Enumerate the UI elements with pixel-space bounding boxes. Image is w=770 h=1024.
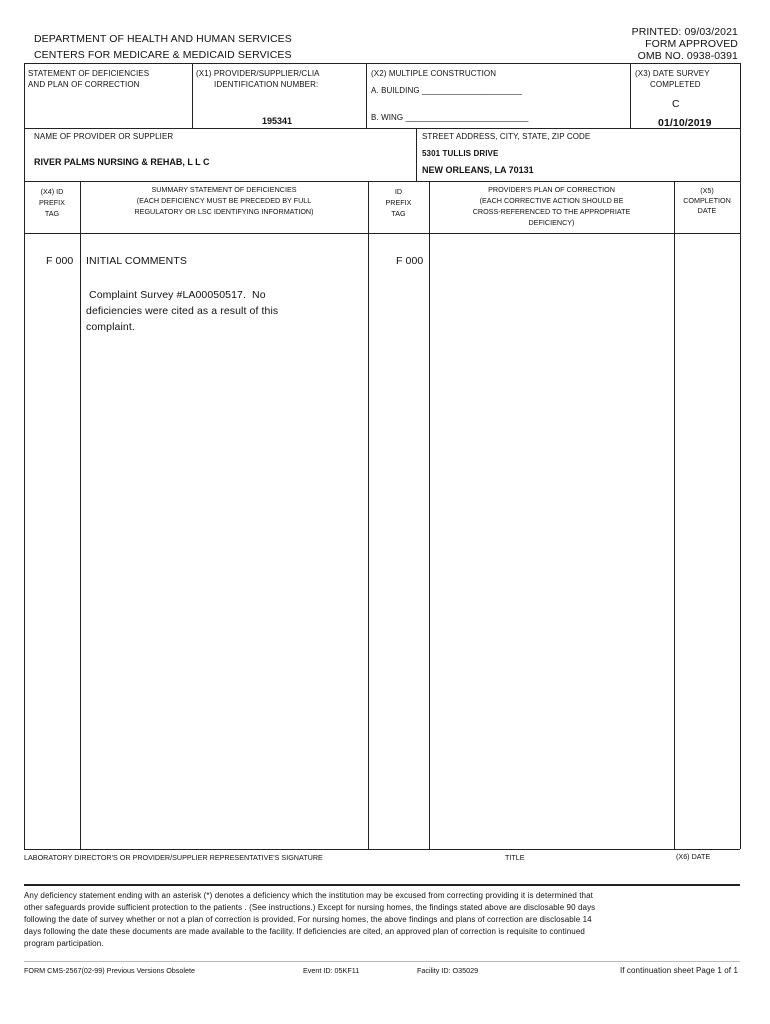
x1-label-1: (X1) PROVIDER/SUPPLIER/CLIA [196,69,320,78]
plan-header-3: CROSS-REFERENCED TO THE APPROPRIATE [472,207,631,216]
disclaimer-line-2: other safeguards provide sufficient protection to the patients . (See instructions.) Except for nursing homes, the findings stated above are disclosable 90 days [24,903,596,912]
rule-provider [24,128,740,129]
disclaimer-line-4: days following the date these documents are made available to the facility. If deficiencies are cited, an approved plan of correction is requisite to continued [24,927,585,936]
summary-header-2: (EACH DEFICIENCY MUST BE PRECEDED BY FULL [136,196,312,205]
printed-date: PRINTED: 09/03/2021 [631,26,738,38]
x5-header-2: COMPLETION [683,196,731,205]
provider-name-label: NAME OF PROVIDER OR SUPPLIER [34,132,174,141]
x3-label-1: (X3) DATE SURVEY [635,69,710,78]
x5-header-1: (X5) [700,186,714,195]
divider-x2 [366,63,367,128]
deficiency-tag: F 000 [46,255,74,267]
rule-body [24,233,740,234]
plan-header-1: PROVIDER'S PLAN OF CORRECTION [488,185,615,194]
x5-header-3: DATE [697,206,717,215]
signature-label: LABORATORY DIRECTOR'S OR PROVIDER/SUPPLIER REPRESENTATIVE'S SIGNATURE [24,853,323,862]
statement-label-1: STATEMENT OF DEFICIENCIES [28,69,150,78]
divider-x3 [630,63,631,128]
facility-id: Facility ID: O35029 [417,966,479,975]
event-id: Event ID: 05KF11 [303,966,360,975]
plan-id-tag: F 000 [396,255,424,267]
rule-footer [24,961,740,962]
wing-line: B. WING ___________________________ [371,113,529,122]
divider-col1 [80,181,81,849]
disclaimer-line-5: program participation. [24,939,104,948]
divider-col2 [368,181,369,849]
x4-header-2: PREFIX [39,198,65,207]
id-header-3: TAG [391,209,406,218]
form-approved: FORM APPROVED [645,38,738,50]
city-state-zip: NEW ORLEANS, LA 70131 [422,165,534,175]
deficiency-body-line-2: deficiencies were cited as a result of this [86,305,279,317]
disclaimer-line-3: following the date of survey whether or not a plan of correction is provided. For nursing homes, the above findings and plans of correction are disclosable 14 [24,915,592,924]
x4-header-3: TAG [44,209,60,218]
address-label: STREET ADDRESS, CITY, STATE, ZIP CODE [422,132,591,141]
rule-top [24,63,740,64]
divider-address [416,128,417,181]
summary-header-1: SUMMARY STATEMENT OF DEFICIENCIES [151,185,297,194]
provider-name: RIVER PALMS NURSING & REHAB, L L C [34,157,210,167]
rule-signature [24,849,740,850]
divider-x1 [192,63,193,128]
divider-col4 [674,181,675,849]
frame-left [24,63,25,849]
date-label: (X6) DATE [676,852,711,861]
frame-right [740,63,741,849]
disclaimer-line-1: Any deficiency statement ending with an asterisk (*) denotes a deficiency which the institution may be excused from correcting providing it is determined that [24,891,593,900]
x1-label-2: IDENTIFICATION NUMBER: [214,80,319,89]
statement-label-2: AND PLAN OF CORRECTION [28,80,140,89]
rule-columns [24,181,740,182]
building-line: A. BUILDING ______________________ [371,86,523,95]
deficiency-body-line-3: complaint. [86,321,135,333]
page-indicator: If continuation sheet Page 1 of 1 [619,966,738,975]
x2-label: (X2) MULTIPLE CONSTRUCTION [371,69,497,78]
id-header-2: PREFIX [385,198,412,207]
divider-col3 [429,181,430,849]
rule-disclaimer [24,884,740,886]
department-title: DEPARTMENT OF HEALTH AND HUMAN SERVICES [34,33,292,45]
summary-header-3: REGULATORY OR LSC IDENTIFYING INFORMATION) [134,207,314,216]
centers-title: CENTERS FOR MEDICARE & MEDICAID SERVICES [34,49,292,61]
id-header-1: ID [394,187,403,196]
omb-number: OMB NO. 0938-0391 [637,50,738,62]
form-number: FORM CMS-2567(02-99) Previous Versions Obsolete [24,966,195,975]
survey-code: C [672,98,680,110]
deficiency-title: INITIAL COMMENTS [86,255,187,267]
street-address: 5301 TULLIS DRIVE [422,149,499,158]
survey-date: 01/10/2019 [658,117,712,129]
plan-header-2: (EACH CORRECTIVE ACTION SHOULD BE [479,196,624,205]
plan-header-4: DEFICIENCY) [528,218,575,227]
provider-id-number: 195341 [262,116,293,126]
title-label: TITLE [505,853,525,862]
x4-header-1: (X4) ID [40,187,64,196]
x3-label-2: COMPLETED [650,80,701,89]
deficiency-body-line-1: Complaint Survey #LA00050517. No [86,289,266,301]
